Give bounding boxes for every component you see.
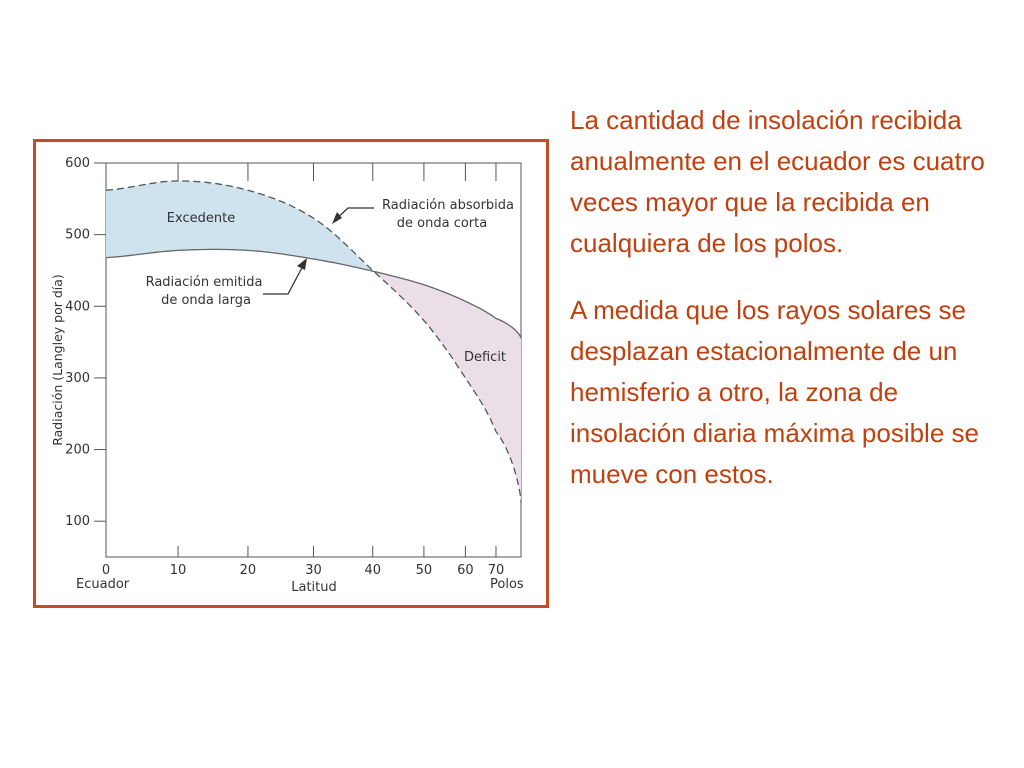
x-tick-label: 50	[415, 563, 433, 578]
y-tick-label: 100	[65, 514, 90, 530]
x-end-label-polos: Polos	[490, 577, 524, 592]
x-axis-label: Latitud	[291, 580, 337, 595]
y-tick-label: 600	[65, 156, 90, 171]
x-end-label-ecuador: Ecuador	[76, 577, 130, 592]
radiation-chart-frame	[33, 139, 549, 608]
region-label-excedente: Excedente	[166, 211, 236, 226]
radiation-chart	[36, 142, 546, 605]
y-tick-label: 400	[65, 299, 90, 315]
region-label-deficit: Deficit	[463, 350, 507, 365]
x-tick-label: 10	[169, 563, 187, 578]
x-tick-label: 0	[101, 563, 111, 578]
y-tick-label: 200	[65, 442, 90, 458]
paragraph-insolation-ratio: La cantidad de insolación recibida anualmente en el ecuador es cuatro veces mayor que la recibida en cualquiera de los polos.	[570, 105, 985, 258]
label-longwave-line1: Radiación emitida	[145, 275, 263, 290]
x-tick-label: 40	[364, 563, 382, 578]
label-longwave-line2: de onda larga	[161, 293, 251, 308]
x-tick-label: 30	[305, 563, 322, 578]
x-tick-label: 70	[487, 563, 505, 578]
label-shortwave-line1: Radiación absorbida	[382, 198, 514, 213]
slide-text	[570, 100, 990, 521]
x-tick-label: 20	[239, 563, 257, 578]
paragraph-seasonal-shift: A medida que los rayos solares se desplazan estacionalmente de un hemisferio a otro, la zona de insolación diaria máxima posible se mueve con estos.	[570, 295, 979, 489]
label-shortwave-line2: de onda corta	[396, 216, 488, 231]
y-tick-label: 500	[65, 227, 90, 243]
y-tick-label: 300	[65, 370, 90, 386]
y-axis-label: Radiación (Langley por día)	[50, 274, 65, 446]
x-tick-label: 60	[457, 563, 474, 578]
